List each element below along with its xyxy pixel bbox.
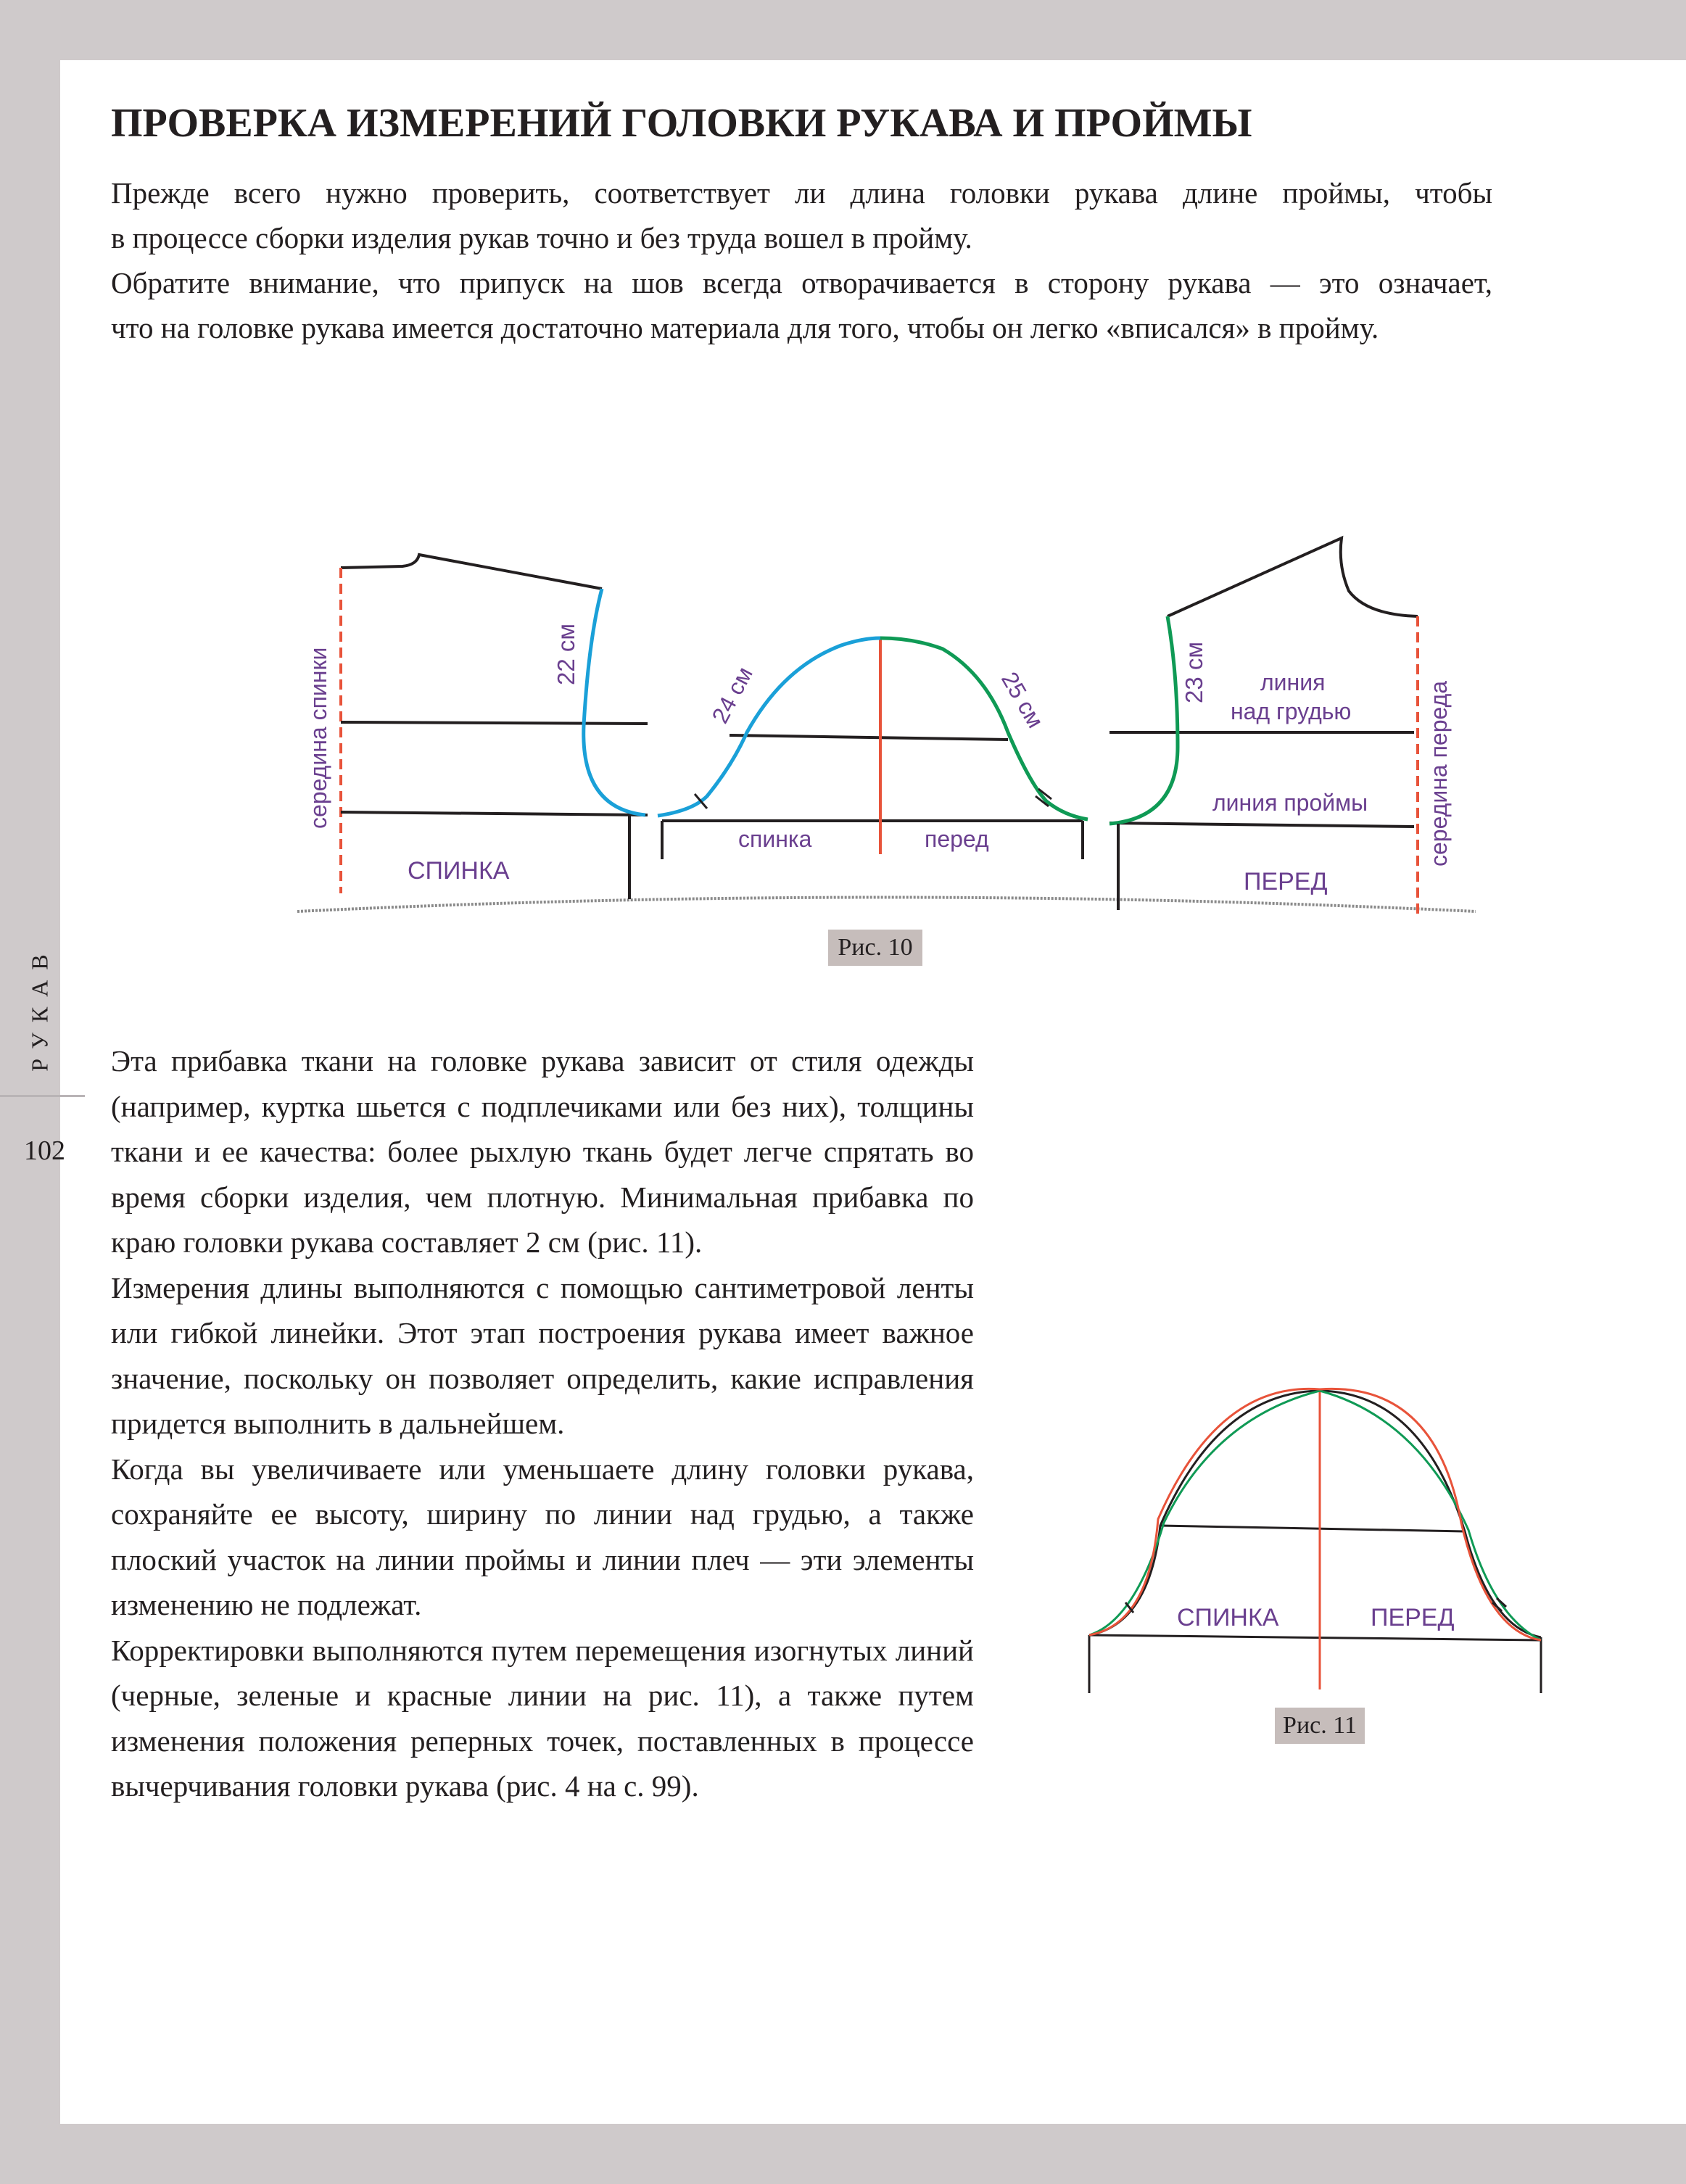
body-text — [111, 1038, 974, 1809]
front-center-label: середина переда — [1426, 680, 1452, 866]
front-label: ПЕРЕД — [1244, 868, 1328, 895]
bust-line-label: над грудью — [1231, 698, 1352, 724]
figure-10-caption: Рис. 10 — [828, 930, 922, 966]
back-armhole-measure: 22 см — [553, 623, 579, 685]
front-armhole-measure: 23 см — [1181, 641, 1207, 703]
bust-line-label: линия — [1260, 669, 1326, 695]
sleeve-back-measure: 24 см — [706, 662, 758, 728]
back-label: СПИНКА — [408, 857, 510, 885]
fig11-front-label: ПЕРЕД — [1371, 1604, 1455, 1631]
body-paragraph: Корректировки выполняются путем перемещения изогнутых линий (черные, зеленые и красные линии на рис. 11), а также путем изменения положения реперных точек, поставленных в процессе вычерчивания головки рукава (рис. 4 на с. 99). — [111, 1633, 974, 1803]
armhole-line-label: линия проймы — [1212, 790, 1368, 816]
intro-line: Прежде всего нужно проверить, соответствует ли длина головки рукава длине проймы, чтобы — [111, 176, 1492, 210]
sleeve-front-measure: 25 см — [996, 667, 1049, 732]
body-paragraph: Когда вы увеличиваете или уменьшаете длину головки рукава, сохраняйте ее высоту, ширину по линии над грудью, а также плоский участок на линии проймы и линии плеч — эти элементы изменению не подлежат. — [111, 1452, 974, 1621]
sleeve-back-label: спинка — [738, 826, 812, 852]
ground-line — [297, 898, 1476, 912]
intro-line: что на головке рукава имеется достаточно материала для того, чтобы он легко «вписался» в пройму. — [111, 311, 1379, 344]
front-bodice — [1109, 538, 1418, 917]
side-divider — [0, 1095, 85, 1097]
sleeve-cap — [658, 637, 1088, 859]
figure-10 — [0, 508, 1523, 972]
back-center-label: середина спинки — [305, 647, 331, 829]
intro-text — [111, 170, 1492, 350]
figure-11-caption: Рис. 11 — [1275, 1708, 1365, 1744]
body-paragraph: Эта прибавка ткани на головке рукава зависит от стиля одежды (например, куртка шьется с подплечиками или без них), толщины ткани и ее качества: более рыхлую ткань будет легче спрятать во время сборки изделия, чем плотную. Минимальная прибавка по краю головки рукава составляет 2 см (рис. 11). — [111, 1044, 974, 1259]
fig11-back-label: СПИНКА — [1177, 1604, 1279, 1631]
intro-line: Обратите внимание, что припуск на шов всегда отворачивается в сторону рукава — это означает, — [111, 266, 1492, 299]
page-number: 102 — [24, 1136, 65, 1166]
page-title: ПРОВЕРКА ИЗМЕРЕНИЙ ГОЛОВКИ РУКАВА И ПРОЙМЫ — [111, 101, 1252, 146]
back-bodice — [341, 555, 648, 899]
body-paragraph: Измерения длины выполняются с помощью сантиметровой ленты или гибкой линейки. Этот этап построения рукава имеет важное значение, поскольку он позволяет определить, какие исправления придется выполнить в дальнейшем. — [111, 1270, 974, 1440]
figure-11 — [1073, 1370, 1552, 1704]
sleeve-front-label: перед — [925, 826, 989, 852]
intro-line: в процессе сборки изделия рукав точно и без труда вошел в пройму. — [111, 221, 972, 255]
section-side-label: РУКАВ — [26, 944, 53, 1072]
